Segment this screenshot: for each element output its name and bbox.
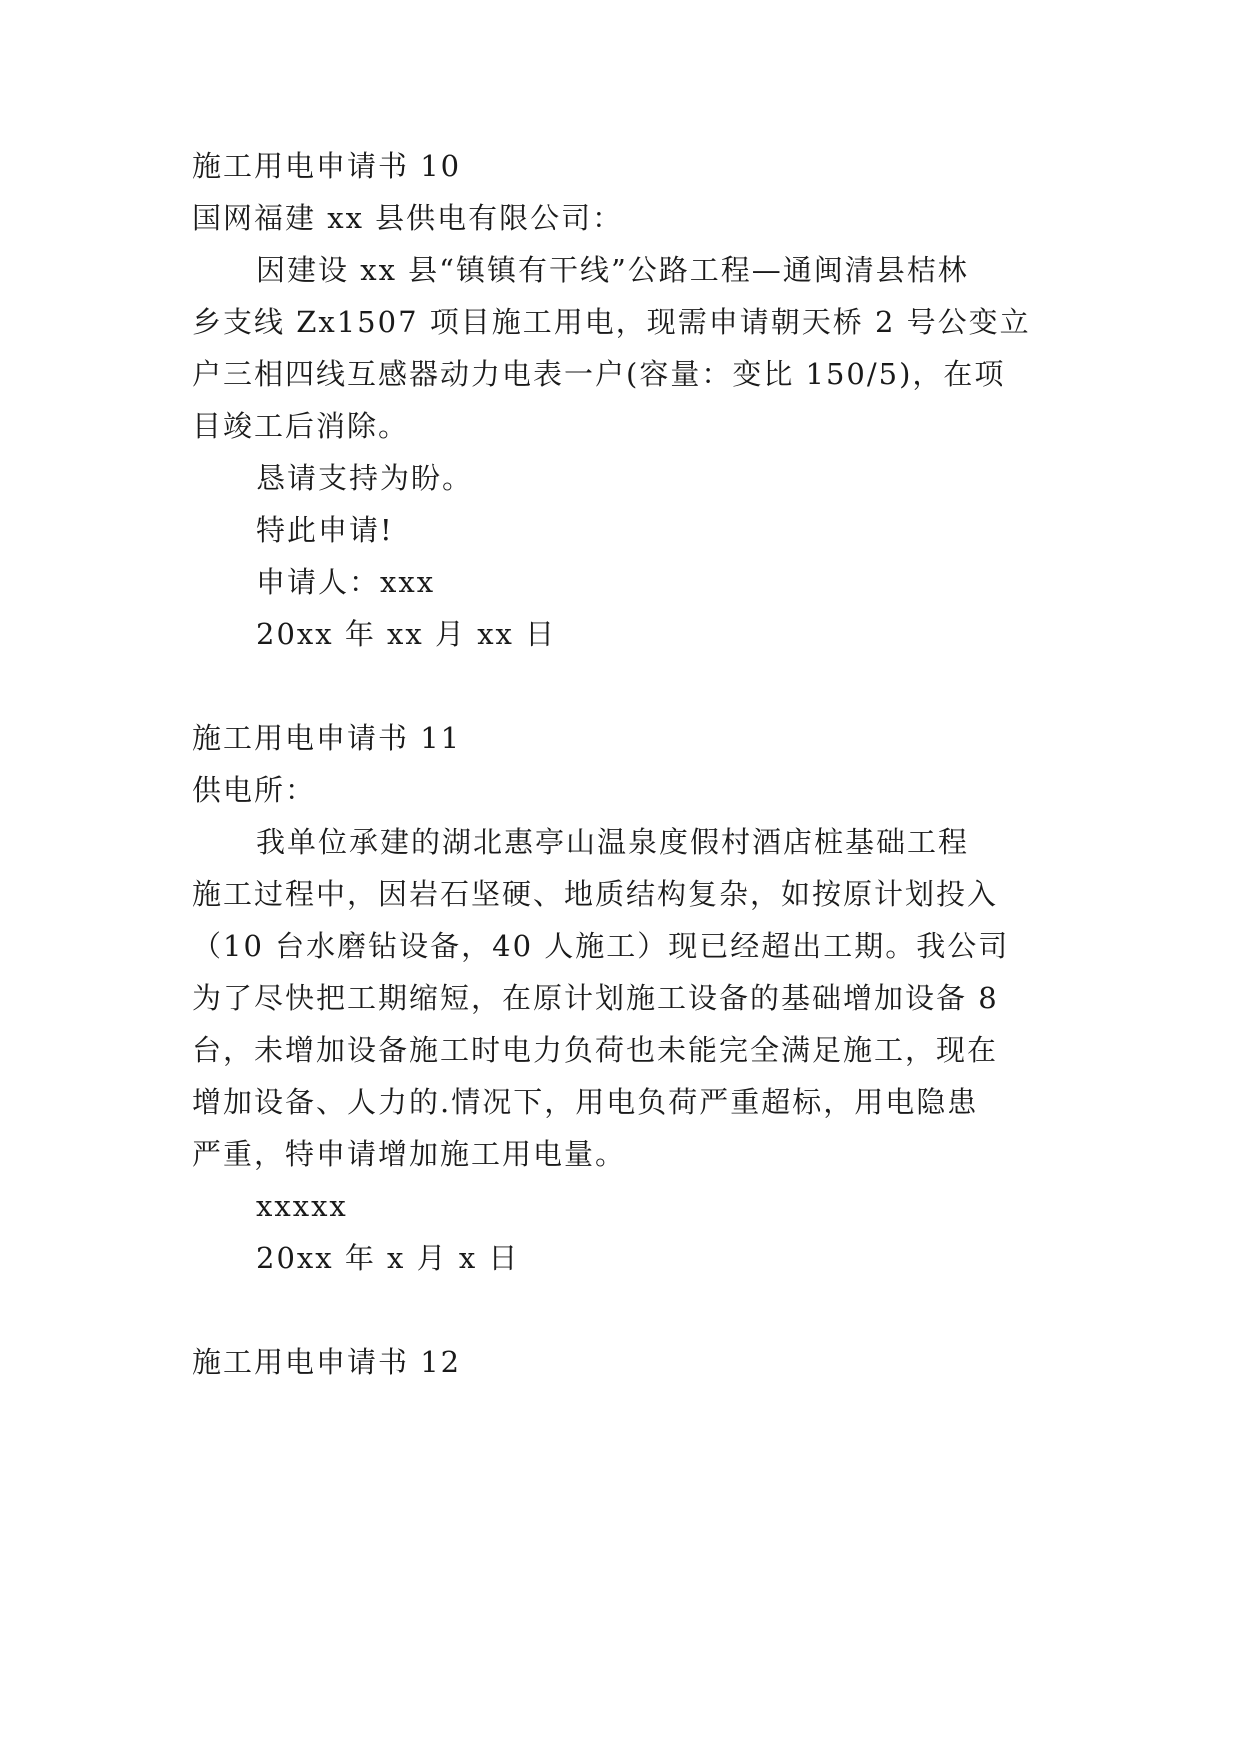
- section-10-body-line-2: 乡支线 Zx1507 项目施工用电，现需申请朝天桥 2 号公变立: [192, 305, 1031, 339]
- section-11-recipient: 供电所：: [192, 773, 317, 807]
- section-11-signature: xxxxx: [256, 1189, 348, 1223]
- section-11-title: 施工用电申请书 11: [192, 721, 462, 755]
- section-10-title: 施工用电申请书 10: [192, 149, 462, 183]
- section-11-body-line-1: 我单位承建的湖北惠亭山温泉度假村酒店桩基础工程: [256, 825, 970, 859]
- section-11-body-line-3: （10 台水磨钻设备，40 人施工）现已经超出工期。我公司: [192, 929, 1010, 963]
- section-10-body-line-1: 因建设 xx 县“镇镇有干线”公路工程—通闽清县桔林: [256, 253, 969, 287]
- section-11-body-line-4: 为了尽快把工期缩短，在原计划施工设备的基础增加设备 8: [192, 981, 999, 1015]
- section-10-date: 20xx 年 xx 月 xx 日: [256, 617, 557, 651]
- section-11-date: 20xx 年 x 月 x 日: [256, 1241, 520, 1275]
- section-10-closing-1: 恳请支持为盼。: [256, 461, 474, 495]
- section-11-body-line-5: 台，未增加设备施工时电力负荷也未能完全满足施工，现在: [192, 1033, 999, 1067]
- section-12-title: 施工用电申请书 12: [192, 1345, 462, 1379]
- section-10-applicant: 申请人：xxx: [256, 565, 436, 599]
- section-11-body-line-2: 施工过程中，因岩石坚硬、地质结构复杂，如按原计划投入: [192, 877, 999, 911]
- section-10-recipient: 国网福建 xx 县供电有限公司：: [192, 201, 624, 235]
- section-11-body-line-6: 增加设备、人力的.情况下，用电负荷严重超标，用电隐患: [192, 1085, 979, 1119]
- section-10-closing-2: 特此申请!: [256, 513, 394, 547]
- section-10-body-line-3: 户三相四线互感器动力电表一户(容量：变比 150/5)，在项: [192, 357, 1006, 391]
- section-10-body-line-4: 目竣工后消除。: [192, 409, 410, 443]
- section-11-body-line-7: 严重，特申请增加施工用电量。: [192, 1137, 627, 1171]
